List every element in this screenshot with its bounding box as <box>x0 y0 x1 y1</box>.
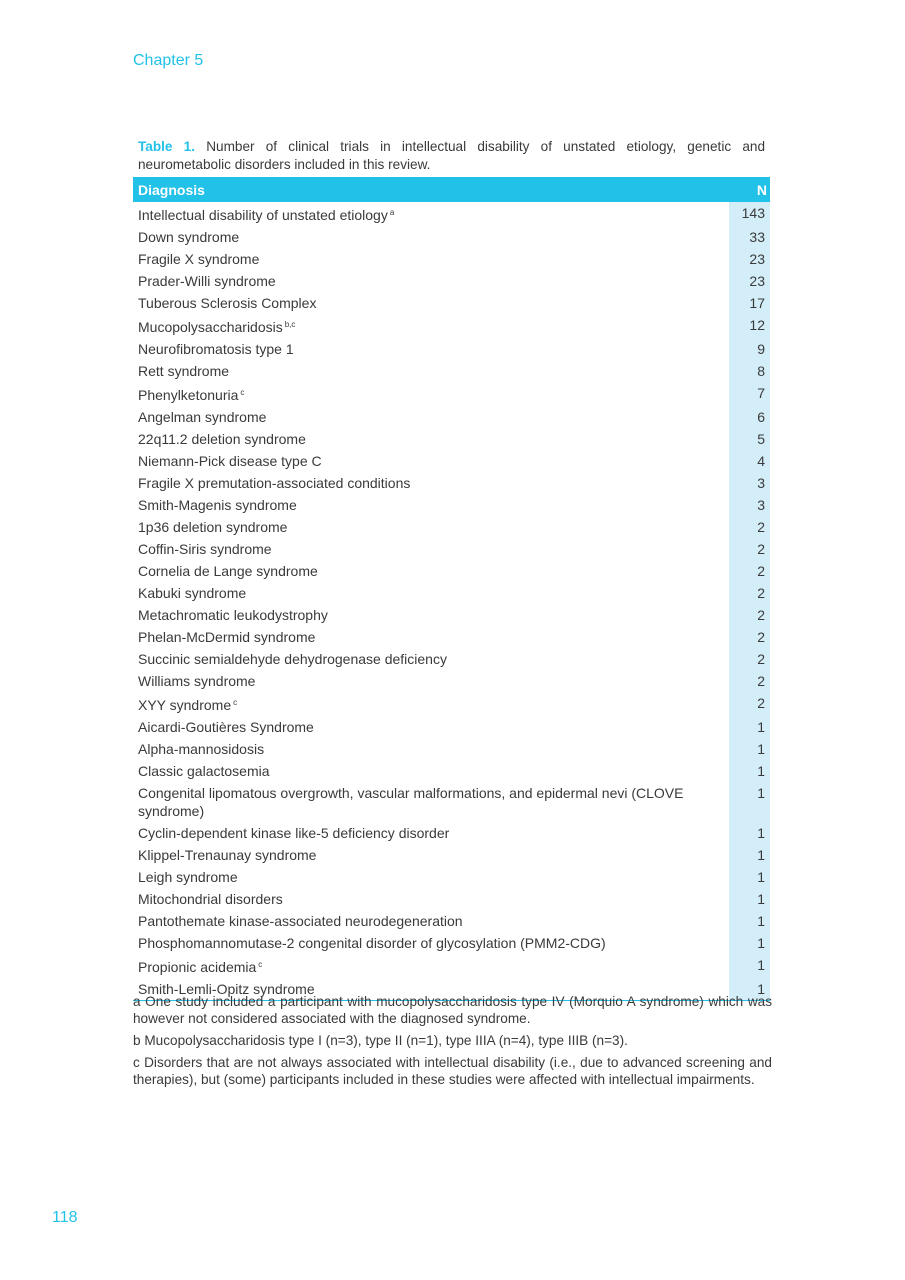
diagnosis-cell <box>133 866 729 888</box>
diagnosis-cell <box>133 360 729 382</box>
table-row <box>133 626 770 648</box>
count-cell: 2 <box>729 670 770 692</box>
chapter-header: Chapter 5 <box>133 52 204 69</box>
diagnosis-cell <box>133 560 729 582</box>
diagnosis-cell <box>133 406 729 428</box>
count-cell: 2 <box>729 538 770 560</box>
diagnosis-text: Smith-Lemli-Opitz syndrome <box>138 981 315 997</box>
table-row <box>133 716 770 738</box>
table-row <box>133 338 770 360</box>
table-row <box>133 560 770 582</box>
table-row <box>133 406 770 428</box>
diagnosis-cell <box>133 516 729 538</box>
table-row <box>133 538 770 560</box>
diagnosis-text: Neurofibromatosis type 1 <box>138 341 294 357</box>
count-cell: 1 <box>729 822 770 844</box>
diagnosis-text: Phelan-McDermid syndrome <box>138 629 316 645</box>
column-header-n: N <box>756 181 767 198</box>
table-row <box>133 292 770 314</box>
diagnosis-text: Prader-Willi syndrome <box>138 273 276 289</box>
count-cell: 1 <box>729 782 770 822</box>
diagnosis-cell <box>133 314 729 338</box>
table-row <box>133 844 770 866</box>
footnote-marker: c <box>233 698 238 707</box>
count-cell: 3 <box>729 494 770 516</box>
count-cell: 1 <box>729 866 770 888</box>
diagnosis-text: Intellectual disability of unstated etiology <box>138 207 388 223</box>
diagnosis-text: Aicardi-Goutières Syndrome <box>138 719 314 735</box>
count-cell: 2 <box>729 582 770 604</box>
diagnosis-text: 1p36 deletion syndrome <box>138 519 288 535</box>
diagnosis-cell <box>133 626 729 648</box>
diagnosis-text: Mucopolysaccharidosis <box>138 319 283 335</box>
diagnosis-cell <box>133 844 729 866</box>
table-caption-label: Table 1. <box>138 139 196 154</box>
diagnosis-text: Propionic acidemia <box>138 959 257 975</box>
diagnosis-text: Smith-Magenis syndrome <box>138 497 297 513</box>
diagnosis-text: Down syndrome <box>138 229 240 245</box>
diagnosis-cell <box>133 450 729 472</box>
count-cell: 1 <box>729 738 770 760</box>
diagnosis-cell <box>133 270 729 292</box>
table-row <box>133 866 770 888</box>
diagnosis-cell <box>133 738 729 760</box>
diagnosis-text: Phenylketonuria <box>138 387 239 403</box>
diagnosis-cell <box>133 782 729 822</box>
table-row <box>133 450 770 472</box>
footnote-c: c Disorders that are not always associated with intellectual disability (i.e., due to advanced screening and therapies), but (some) participants included in these studies were affected with intellectual impairments. <box>133 1055 772 1087</box>
diagnosis-cell <box>133 670 729 692</box>
count-cell: 2 <box>729 560 770 582</box>
table-row <box>133 954 770 978</box>
count-cell: 17 <box>729 292 770 314</box>
diagnosis-text: 22q11.2 deletion syndrome <box>138 431 306 447</box>
table-caption-text: Number of clinical trials in intellectual disability of unstated etiology, genetic and neurometabolic disorders included in this review. <box>138 139 766 172</box>
count-cell: 1 <box>729 716 770 738</box>
count-cell: 143 <box>729 202 770 226</box>
diagnosis-text: Congenital lipomatous overgrowth, vascular malformations, and epidermal nevi (CLOVE syndrome) <box>138 785 684 819</box>
table-row <box>133 428 770 450</box>
column-header-diagnosis: Diagnosis <box>138 181 205 198</box>
count-cell: 6 <box>729 406 770 428</box>
diagnosis-cell <box>133 932 729 954</box>
diagnosis-cell <box>133 428 729 450</box>
diagnosis-text: XYY syndrome <box>138 697 232 713</box>
diagnosis-text: Mitochondrial disorders <box>138 891 283 907</box>
diagnosis-cell <box>133 822 729 844</box>
count-cell: 23 <box>729 248 770 270</box>
table-row <box>133 648 770 670</box>
footnote-marker: a <box>389 208 395 217</box>
diagnosis-cell <box>133 472 729 494</box>
table-row <box>133 202 770 226</box>
diagnosis-cell <box>133 226 729 248</box>
count-cell: 5 <box>729 428 770 450</box>
count-cell: 23 <box>729 270 770 292</box>
table-row <box>133 494 770 516</box>
diagnosis-text: Pantothemate kinase-associated neurodegeneration <box>138 913 463 929</box>
footnote-marker: c <box>258 960 263 969</box>
count-cell: 7 <box>729 382 770 406</box>
table-row <box>133 248 770 270</box>
count-cell: 2 <box>729 626 770 648</box>
footnote-marker: b,c <box>284 320 296 329</box>
table-row <box>133 738 770 760</box>
diagnosis-cell <box>133 248 729 270</box>
diagnosis-text: Classic galactosemia <box>138 763 270 779</box>
table-caption <box>138 138 765 174</box>
diagnosis-text: Fragile X premutation-associated conditions <box>138 475 411 491</box>
table-row <box>133 226 770 248</box>
diagnosis-cell <box>133 954 729 978</box>
diagnosis-text: Phosphomannomutase-2 congenital disorder of glycosylation (PMM2-CDG) <box>138 935 606 951</box>
count-cell: 1 <box>729 888 770 910</box>
count-cell: 33 <box>729 226 770 248</box>
count-cell: 2 <box>729 516 770 538</box>
diagnosis-text: Coffin-Siris syndrome <box>138 541 272 557</box>
count-cell: 1 <box>729 760 770 782</box>
table-row <box>133 472 770 494</box>
table-row <box>133 382 770 406</box>
table-row <box>133 888 770 910</box>
count-cell: 2 <box>729 692 770 716</box>
diagnosis-text: Klippel-Trenaunay syndrome <box>138 847 317 863</box>
diagnosis-cell <box>133 888 729 910</box>
diagnosis-cell <box>133 202 729 226</box>
table-row <box>133 670 770 692</box>
count-cell: 12 <box>729 314 770 338</box>
table-row <box>133 760 770 782</box>
diagnosis-cell <box>133 910 729 932</box>
table-row <box>133 582 770 604</box>
count-cell: 2 <box>729 604 770 626</box>
diagnosis-text: Metachromatic leukodystrophy <box>138 607 328 623</box>
diagnosis-cell <box>133 494 729 516</box>
table-row <box>133 692 770 716</box>
count-cell: 1 <box>729 954 770 978</box>
diagnosis-text: Leigh syndrome <box>138 869 238 885</box>
table-row <box>133 910 770 932</box>
diagnosis-cell <box>133 338 729 360</box>
diagnosis-cell <box>133 716 729 738</box>
diagnosis-text: Cornelia de Lange syndrome <box>138 563 318 579</box>
diagnosis-table <box>133 177 770 1001</box>
diagnosis-cell <box>133 382 729 406</box>
count-cell: 4 <box>729 450 770 472</box>
diagnosis-text: Cyclin-dependent kinase like-5 deficiency disorder <box>138 825 450 841</box>
count-cell: 2 <box>729 648 770 670</box>
count-cell: 1 <box>729 910 770 932</box>
diagnosis-text: Alpha-mannosidosis <box>138 741 265 757</box>
diagnosis-cell <box>133 582 729 604</box>
footnote-b: b Mucopolysaccharidosis type I (n=3), type II (n=1), type IIIA (n=4), type IIIB (n=3). <box>133 1033 628 1048</box>
diagnosis-text: Angelman syndrome <box>138 409 267 425</box>
page-number: 118 <box>52 1209 78 1226</box>
diagnosis-text: Fragile X syndrome <box>138 251 260 267</box>
table-body <box>133 202 770 1000</box>
diagnosis-cell <box>133 604 729 626</box>
table-header-row <box>133 177 770 202</box>
table-row <box>133 604 770 626</box>
diagnosis-text: Rett syndrome <box>138 363 230 379</box>
count-cell: 8 <box>729 360 770 382</box>
diagnosis-text: Niemann-Pick disease type C <box>138 453 322 469</box>
table-row <box>133 516 770 538</box>
diagnosis-text: Tuberous Sclerosis Complex <box>138 295 317 311</box>
count-cell: 1 <box>729 844 770 866</box>
diagnosis-cell <box>133 538 729 560</box>
table-row <box>133 822 770 844</box>
diagnosis-text: Kabuki syndrome <box>138 585 247 601</box>
footnote-a: a One study included a participant with mucopolysaccharidosis type IV (Morquio A syndrome) which was however not considered associated with the diagnosed syndrome. <box>133 994 772 1026</box>
diagnosis-text: Williams syndrome <box>138 673 256 689</box>
count-cell: 3 <box>729 472 770 494</box>
table-row <box>133 314 770 338</box>
table-row <box>133 932 770 954</box>
table-row <box>133 360 770 382</box>
diagnosis-cell <box>133 692 729 716</box>
diagnosis-cell <box>133 760 729 782</box>
table-row <box>133 782 770 822</box>
table-row <box>133 270 770 292</box>
diagnosis-text: Succinic semialdehyde dehydrogenase deficiency <box>138 651 447 667</box>
count-cell: 1 <box>729 978 770 1000</box>
footnotes <box>133 993 772 1093</box>
diagnosis-cell <box>133 648 729 670</box>
count-cell: 1 <box>729 932 770 954</box>
footnote-marker: c <box>240 388 245 397</box>
diagnosis-cell <box>133 292 729 314</box>
count-cell: 9 <box>729 338 770 360</box>
